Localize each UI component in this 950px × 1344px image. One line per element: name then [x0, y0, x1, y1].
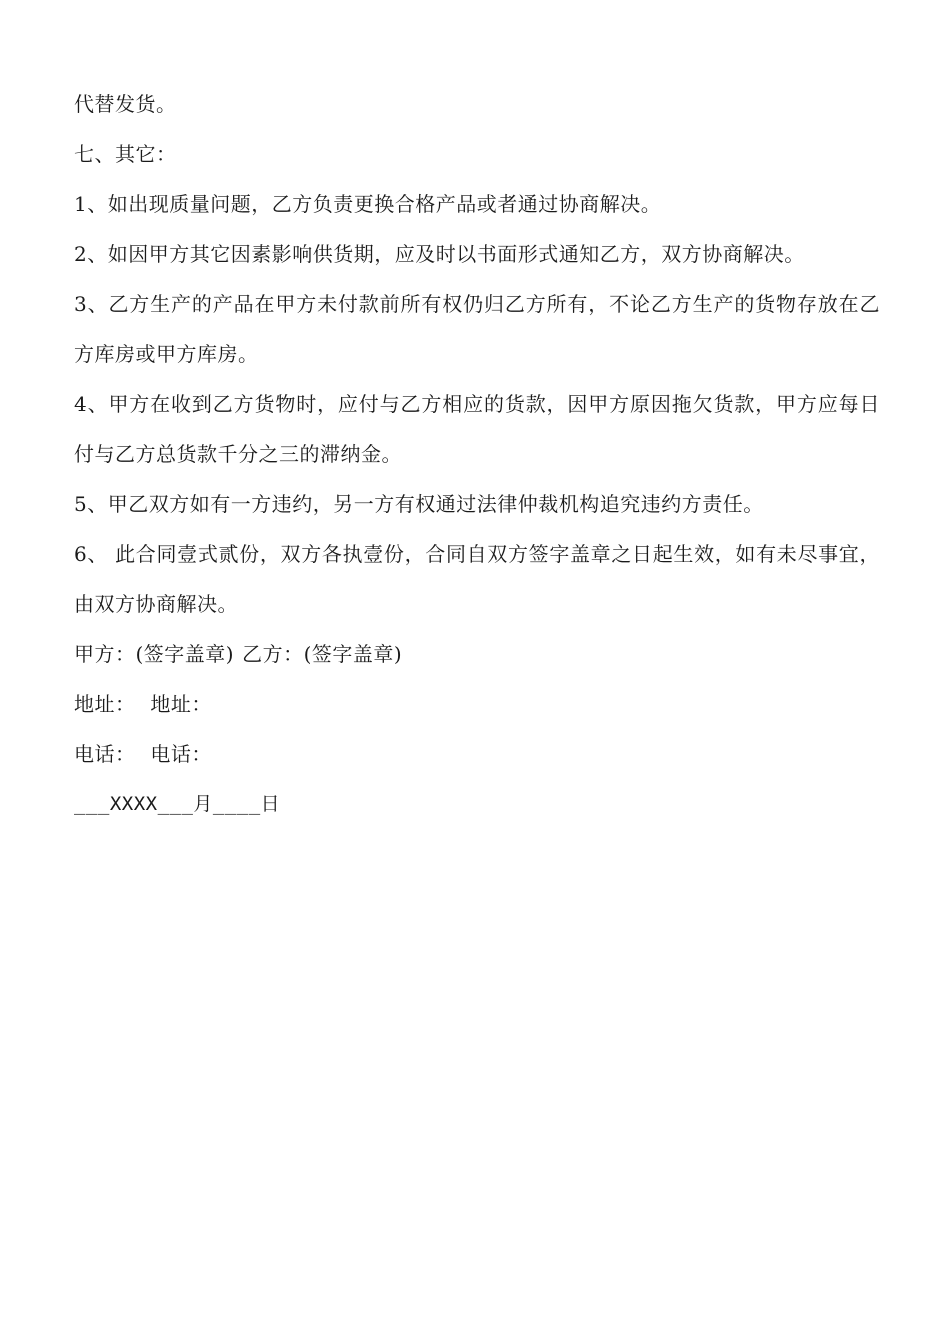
clause-5: 5、甲乙双方如有一方违约，另一方有权通过法律仲裁机构追究违约方责任。 [74, 492, 764, 516]
party-b-address-label: 地址： [150, 692, 212, 716]
party-a-phone-label: 电话： [74, 742, 136, 766]
party-a-signature: 甲方：(签字盖章) [74, 642, 235, 666]
clause-1: 1、如出现质量问题，乙方负责更换合格产品或者通过协商解决。 [74, 192, 662, 216]
clause-6: 6、 此合同壹式贰份，双方各执壹份，合同自双方签字盖章之日起生效，如有未尽事宜，由双方协商解决。 [74, 542, 880, 616]
section-heading-other: 七、其它： [74, 142, 177, 166]
clause-2: 2、如因甲方其它因素影响供货期，应及时以书面形式通知乙方，双方协商解决。 [74, 242, 805, 266]
signature-row [74, 629, 880, 679]
document-page [74, 79, 880, 829]
address-row [74, 679, 880, 729]
party-b-signature: 乙方：(签字盖章) [242, 642, 403, 666]
date-line: ___XXXX___月____日 [74, 793, 281, 815]
paragraph-continuation: 代替发货。 [74, 92, 177, 116]
clause-3: 3、乙方生产的产品在甲方未付款前所有权仍归乙方所有，不论乙方生产的货物存放在乙方库房或甲方库房。 [74, 292, 880, 366]
clause-4: 4、甲方在收到乙方货物时，应付与乙方相应的货款，因甲方原因拖欠货款，甲方应每日付与乙方总货款千分之三的滞纳金。 [74, 392, 880, 466]
phone-row [74, 729, 880, 779]
party-a-address-label: 地址： [74, 692, 136, 716]
party-b-phone-label: 电话： [150, 742, 212, 766]
